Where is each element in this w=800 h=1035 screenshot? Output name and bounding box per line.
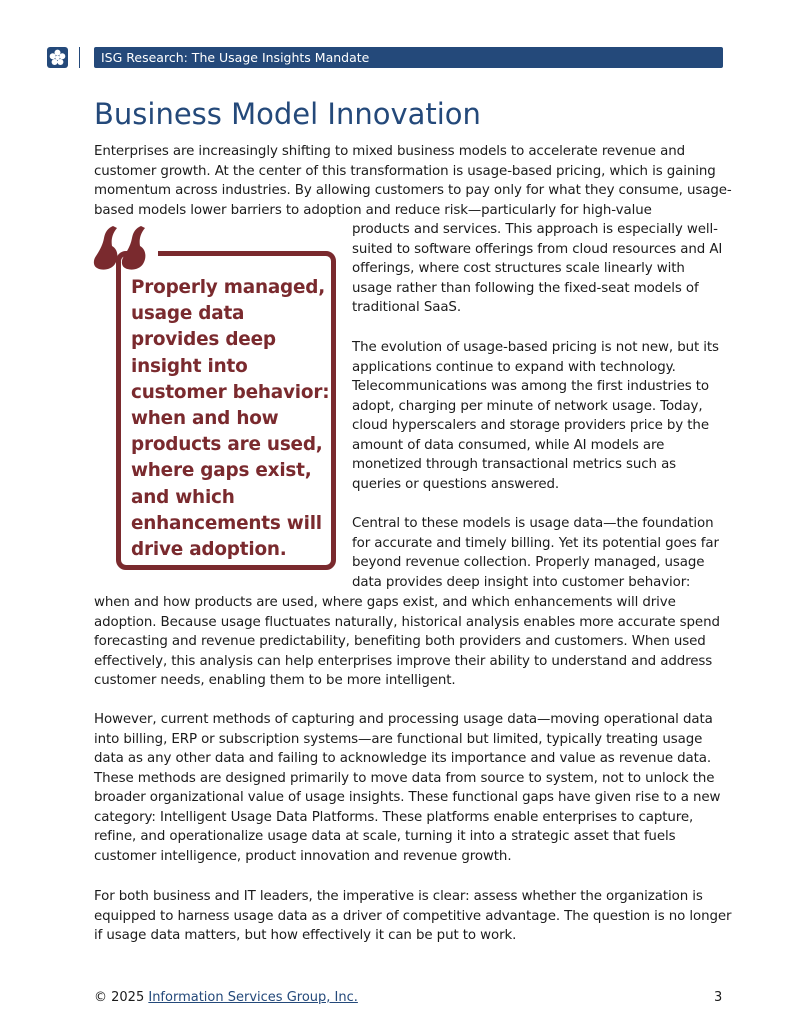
paragraph-usage-data-continued: when and how products are used, where gaps exist, and which enhancements will drive adoption. Because usage fluctuates naturally, historical analysis enables more accurate spend forecasting and revenue predictability, benefiting both providers and customers. When used effectively, this analysis can help enterprises improve their ability to understand and address customer needs, enabling them to be more intelligent.	[94, 595, 720, 688]
header-divider	[79, 47, 80, 68]
paragraph-imperative: For both business and IT leaders, the imperative is clear: assess whether the organization is equipped to harness usage data as a driver of competitive advantage. The question is no longer if usage data matters, but how effectively it can be put to work.	[94, 889, 732, 943]
paragraph-intro-continued: products and services. This approach is especially well-suited to software offerings from cloud resources and AI offerings, where cost structures scale linearly with usage rather than following the fixed-seat models of traditional SaaS.	[352, 222, 723, 315]
page-number: 3	[714, 990, 723, 1005]
footer-copyright	[94, 988, 358, 1008]
isg-flower-logo-icon	[47, 47, 68, 68]
pull-quote-text: Properly managed, usage data provides deep insight into customer behavior: when and how products are used, where gaps exist, and which enhancements will drive adoption.	[131, 277, 330, 561]
copyright-text: © 2025	[94, 990, 145, 1005]
paragraph-intro: Enterprises are increasingly shifting to mixed business models to accelerate revenue and customer growth. At the center of this transformation is usage-based pricing, which is gaining momentum across industries. By allowing customers to pay only for what they consume, usage-based models lower barriers to adoption and reduce risk—particularly for high-value	[94, 144, 732, 218]
quotation-mark-icon	[91, 214, 161, 274]
header-bar	[94, 47, 723, 68]
isg-website-link[interactable]: Information Services Group, Inc.	[148, 990, 358, 1005]
header-title: ISG Research: The Usage Insights Mandate	[101, 50, 370, 65]
paragraph-evolution: The evolution of usage-based pricing is not new, but its applications continue to expand with technology. Telecommunications was among the first industries to adopt, charging per minute of network usage. Today, cloud hyperscalers and storage providers price by the amount of data consumed, while AI models are monetized through transactional metrics such as queries or questions answered.	[352, 340, 719, 492]
paragraph-current-methods: However, current methods of capturing and processing usage data—moving operational data into billing, ERP or subscription systems—are functional but limited, typically treating usage data as any other data and failing to acknowledge its importance and value as revenue data. These methods are designed primarily to move data from source to system, not to unlock the broader organizational value of usage insights. These functional gaps have given rise to a new category: Intelligent Usage Data Platforms. These platforms enable enterprises to capture, refine, and operationalize usage data at scale, turning it into a strategic asset that fuels customer intelligence, product innovation and revenue growth.	[94, 712, 721, 864]
paragraph-usage-data-side: Central to these models is usage data—the foundation for accurate and timely billing. Yet its potential goes far beyond revenue collection. Properly managed, usage data provides deep insight into customer behavior:	[352, 516, 719, 590]
page-title: Business Model Innovation	[94, 97, 481, 131]
